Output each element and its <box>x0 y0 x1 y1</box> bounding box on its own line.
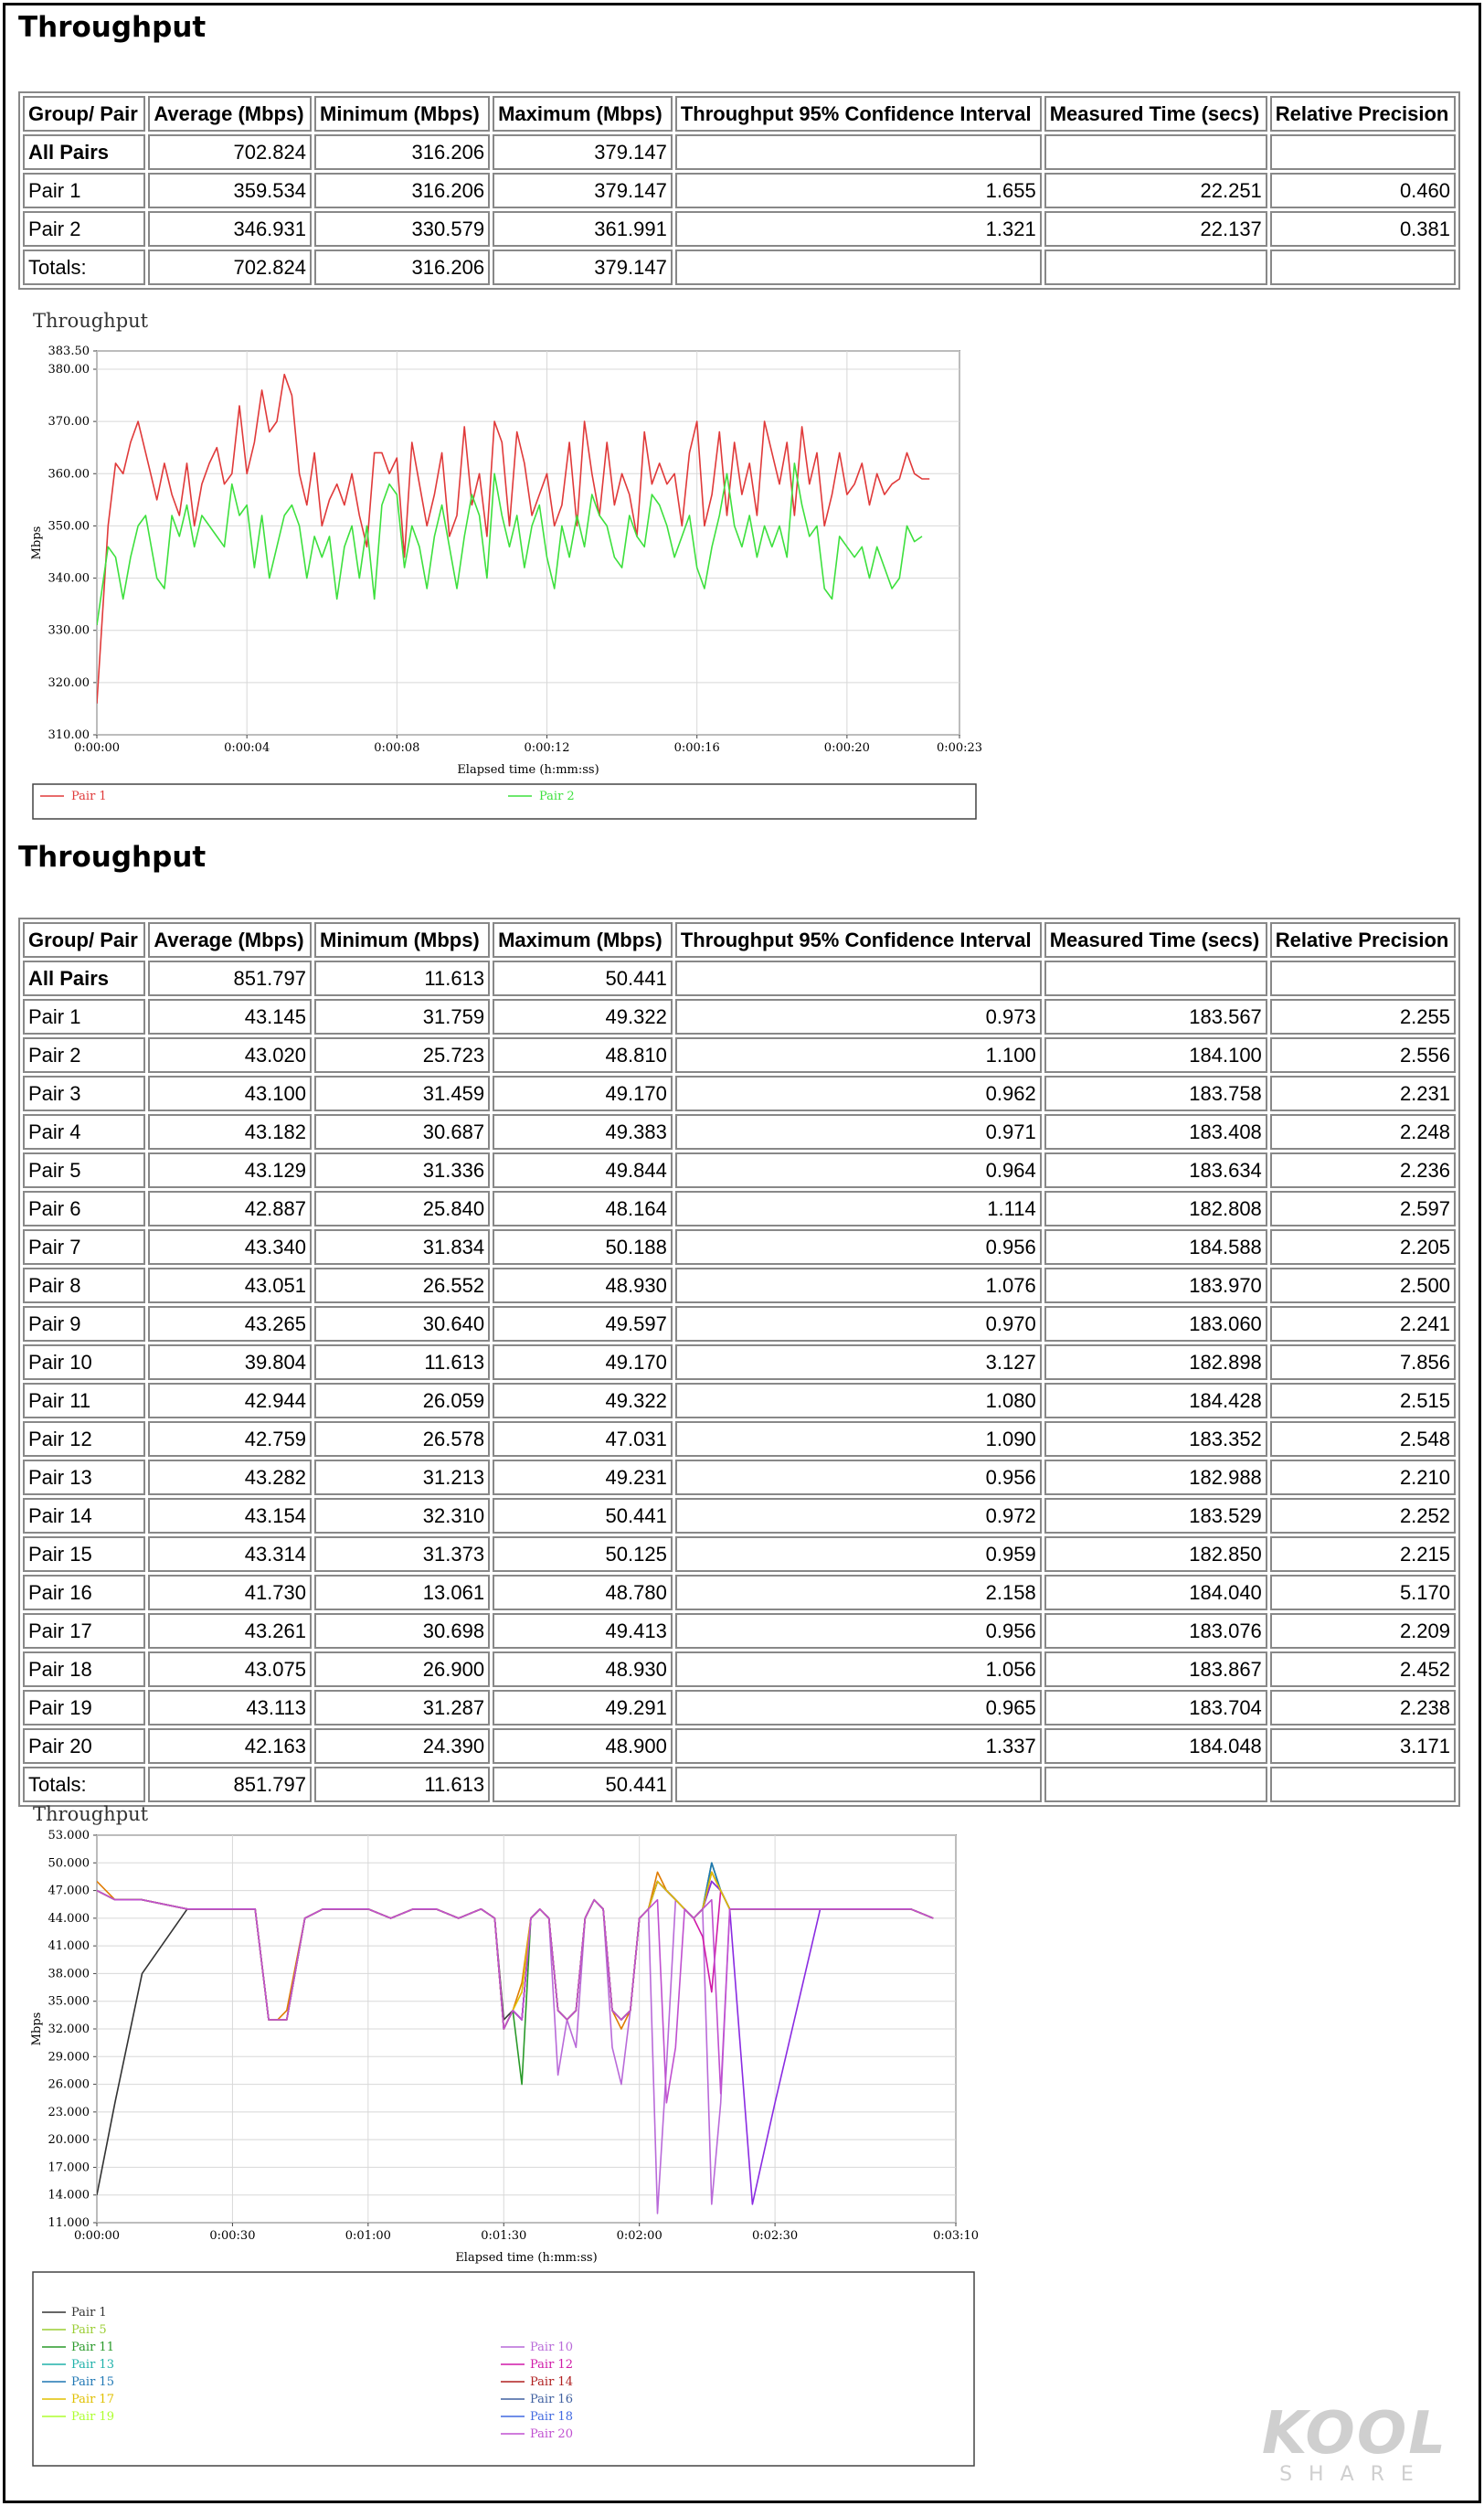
table-cell: 31.834 <box>314 1229 490 1265</box>
table-cell: 43.075 <box>148 1651 312 1687</box>
table-cell: 39.804 <box>148 1344 312 1380</box>
table-cell: 42.944 <box>148 1383 312 1418</box>
column-header: Group/ Pair <box>23 922 145 958</box>
table-cell: 2.238 <box>1270 1690 1456 1726</box>
y-axis-label: Mbps <box>30 2012 44 2046</box>
y-tick-label: 17.000 <box>48 2161 90 2175</box>
x-tick-label: 0:00:30 <box>209 2229 256 2243</box>
legend-label: Pair 5 <box>71 2323 107 2337</box>
row-label: Pair 18 <box>23 1651 145 1687</box>
table-row <box>23 1690 1456 1726</box>
table-cell: 47.031 <box>493 1421 673 1457</box>
table-cell: 0.970 <box>675 1306 1042 1342</box>
table-cell: 1.337 <box>675 1728 1042 1764</box>
table-cell: 25.840 <box>314 1191 490 1226</box>
chart-svg <box>18 1802 978 2479</box>
table-cell: 184.048 <box>1044 1728 1267 1764</box>
y-tick-label: 50.000 <box>48 1856 90 1871</box>
legend-box <box>33 784 976 819</box>
legend-label: Pair 10 <box>530 2341 573 2354</box>
table-cell: 31.287 <box>314 1690 490 1726</box>
table-cell: 50.441 <box>493 961 673 996</box>
row-label: Pair 14 <box>23 1498 145 1534</box>
column-header: Minimum (Mbps) <box>314 96 490 132</box>
y-tick-label: 20.000 <box>48 2133 90 2148</box>
table-cell: 1.114 <box>675 1191 1042 1226</box>
x-tick-label: 0:01:00 <box>344 2229 391 2243</box>
table-cell: 1.655 <box>675 173 1042 208</box>
throughput-table-1 <box>18 91 1460 290</box>
x-tick-label: 0:01:30 <box>481 2229 527 2243</box>
row-label: Pair 3 <box>23 1076 145 1111</box>
table-cell: 0.972 <box>675 1498 1042 1534</box>
table-cell: 183.408 <box>1044 1114 1267 1150</box>
column-header: Minimum (Mbps) <box>314 922 490 958</box>
table-cell: 50.125 <box>493 1536 673 1572</box>
row-label: Totals: <box>23 250 145 285</box>
table-cell: 0.381 <box>1270 211 1456 247</box>
table-cell: 49.322 <box>493 999 673 1035</box>
table-cell: 26.578 <box>314 1421 490 1457</box>
table-header-row <box>23 922 1456 958</box>
table-cell: 48.930 <box>493 1651 673 1687</box>
table-cell: 48.930 <box>493 1268 673 1303</box>
table-cell: 11.613 <box>314 961 490 996</box>
legend-label: Pair 11 <box>71 2341 114 2354</box>
table-cell: 2.548 <box>1270 1421 1456 1457</box>
table-cell: 43.051 <box>148 1268 312 1303</box>
y-tick-label: 340.00 <box>48 571 90 586</box>
chart-title: Throughput <box>33 310 149 332</box>
table-cell: 183.060 <box>1044 1306 1267 1342</box>
table-cell: 31.759 <box>314 999 490 1035</box>
column-header: Maximum (Mbps) <box>493 96 673 132</box>
table-cell: 182.808 <box>1044 1191 1267 1226</box>
table-cell: 0.962 <box>675 1076 1042 1111</box>
table-cell <box>675 1767 1042 1802</box>
table-row <box>23 250 1456 285</box>
y-tick-label: 35.000 <box>48 1994 90 2009</box>
table-cell: 3.127 <box>675 1344 1042 1380</box>
table-cell: 49.170 <box>493 1344 673 1380</box>
table-cell: 1.321 <box>675 211 1042 247</box>
table-cell: 184.040 <box>1044 1575 1267 1610</box>
table-cell: 183.529 <box>1044 1498 1267 1534</box>
table-cell <box>1044 134 1267 170</box>
table-row <box>23 1229 1456 1265</box>
column-header: Measured Time (secs) <box>1044 96 1267 132</box>
column-header: Group/ Pair <box>23 96 145 132</box>
legend-label: Pair 13 <box>71 2358 114 2372</box>
table-cell <box>1270 1767 1456 1802</box>
throughput-chart-1 <box>18 309 983 821</box>
table-row <box>23 1268 1456 1303</box>
table-cell: 2.452 <box>1270 1651 1456 1687</box>
table-cell: 2.205 <box>1270 1229 1456 1265</box>
column-header: Maximum (Mbps) <box>493 922 673 958</box>
table-cell: 2.597 <box>1270 1191 1456 1226</box>
row-label: Pair 19 <box>23 1690 145 1726</box>
table-cell: 13.061 <box>314 1575 490 1610</box>
row-label: Pair 6 <box>23 1191 145 1226</box>
table-cell: 702.824 <box>148 134 312 170</box>
table-cell: 30.640 <box>314 1306 490 1342</box>
legend-label: Pair 1 <box>71 2306 107 2320</box>
table-row <box>23 1536 1456 1572</box>
table-cell: 32.310 <box>314 1498 490 1534</box>
table-cell: 0.971 <box>675 1114 1042 1150</box>
table-cell: 0.460 <box>1270 173 1456 208</box>
x-tick-label: 0:00:08 <box>374 741 420 755</box>
x-tick-label: 0:00:12 <box>524 741 570 755</box>
table-cell: 26.059 <box>314 1383 490 1418</box>
table-cell: 49.413 <box>493 1613 673 1649</box>
column-header: Throughput 95% Confidence Interval <box>675 922 1042 958</box>
watermark-logo <box>1261 2400 1447 2486</box>
table-cell: 2.236 <box>1270 1152 1456 1188</box>
row-label: Pair 2 <box>23 211 145 247</box>
row-label: Pair 8 <box>23 1268 145 1303</box>
table-row <box>23 211 1456 247</box>
row-label: All Pairs <box>23 961 145 996</box>
table-cell: 48.164 <box>493 1191 673 1226</box>
y-tick-label: 26.000 <box>48 2077 90 2092</box>
y-tick-label: 320.00 <box>48 675 90 690</box>
y-tick-label: 41.000 <box>48 1939 90 1954</box>
row-label: Pair 1 <box>23 173 145 208</box>
table-cell: 0.959 <box>675 1536 1042 1572</box>
y-tick-label: 350.00 <box>48 519 90 534</box>
table-cell: 1.056 <box>675 1651 1042 1687</box>
throughput-chart-2 <box>18 1802 978 2479</box>
row-label: Pair 17 <box>23 1613 145 1649</box>
table-cell: 49.170 <box>493 1076 673 1111</box>
table-cell <box>675 134 1042 170</box>
row-label: Pair 13 <box>23 1460 145 1495</box>
chart-title: Throughput <box>33 1803 149 1825</box>
x-tick-label: 0:00:23 <box>936 741 983 755</box>
table-cell: 43.314 <box>148 1536 312 1572</box>
table-cell: 1.080 <box>675 1383 1042 1418</box>
table-cell: 0.973 <box>675 999 1042 1035</box>
table-row <box>23 1191 1456 1226</box>
table-cell: 43.145 <box>148 999 312 1035</box>
table-cell: 183.970 <box>1044 1268 1267 1303</box>
legend-label: Pair 17 <box>71 2393 114 2406</box>
table-cell: 0.965 <box>675 1690 1042 1726</box>
table-cell: 184.588 <box>1044 1229 1267 1265</box>
row-label: Pair 2 <box>23 1037 145 1073</box>
table-cell <box>675 961 1042 996</box>
table-row <box>23 1076 1456 1111</box>
table-cell: 182.850 <box>1044 1536 1267 1572</box>
table-cell: 43.282 <box>148 1460 312 1495</box>
row-label: Pair 5 <box>23 1152 145 1188</box>
table-cell: 183.704 <box>1044 1690 1267 1726</box>
legend-box <box>33 2272 974 2466</box>
y-tick-label: 360.00 <box>48 467 90 482</box>
row-label: Pair 7 <box>23 1229 145 1265</box>
table-cell: 30.687 <box>314 1114 490 1150</box>
table-row <box>23 1498 1456 1534</box>
legend-label: Pair 1 <box>71 790 107 803</box>
table-row <box>23 1344 1456 1380</box>
legend-label: Pair 19 <box>71 2410 114 2424</box>
table-cell: 48.810 <box>493 1037 673 1073</box>
table-row <box>23 961 1456 996</box>
table-cell: 851.797 <box>148 1767 312 1802</box>
table-cell: 182.988 <box>1044 1460 1267 1495</box>
table-cell: 379.147 <box>493 173 673 208</box>
table-cell <box>1270 961 1456 996</box>
legend-label: Pair 2 <box>539 790 575 803</box>
table-cell: 182.898 <box>1044 1344 1267 1380</box>
table-cell: 316.206 <box>314 134 490 170</box>
x-tick-label: 0:03:10 <box>932 2229 980 2243</box>
table-cell: 2.515 <box>1270 1383 1456 1418</box>
table-cell: 0.956 <box>675 1613 1042 1649</box>
row-label: Pair 15 <box>23 1536 145 1572</box>
table-cell <box>1044 1767 1267 1802</box>
table-cell: 50.188 <box>493 1229 673 1265</box>
y-tick-label: 38.000 <box>48 1967 90 1981</box>
table-cell: 42.887 <box>148 1191 312 1226</box>
table-row <box>23 1037 1456 1073</box>
table-cell: 48.780 <box>493 1575 673 1610</box>
table-cell <box>1044 961 1267 996</box>
legend-label: Pair 12 <box>530 2358 573 2372</box>
y-axis-label: Mbps <box>30 526 44 560</box>
table-cell: 183.634 <box>1044 1152 1267 1188</box>
table-row <box>23 1306 1456 1342</box>
table-cell: 2.231 <box>1270 1076 1456 1111</box>
table-cell: 49.322 <box>493 1383 673 1418</box>
table-cell: 42.163 <box>148 1728 312 1764</box>
legend-label: Pair 20 <box>530 2427 573 2441</box>
table-cell: 851.797 <box>148 961 312 996</box>
row-label: Pair 9 <box>23 1306 145 1342</box>
table-cell: 316.206 <box>314 250 490 285</box>
table-cell: 2.209 <box>1270 1613 1456 1649</box>
table-cell: 379.147 <box>493 134 673 170</box>
table-cell: 183.352 <box>1044 1421 1267 1457</box>
table-cell: 43.020 <box>148 1037 312 1073</box>
table-row <box>23 1728 1456 1764</box>
row-label: Pair 10 <box>23 1344 145 1380</box>
row-label: Pair 16 <box>23 1575 145 1610</box>
table-cell: 183.867 <box>1044 1651 1267 1687</box>
table-cell <box>675 250 1042 285</box>
table-cell: 1.076 <box>675 1268 1042 1303</box>
table-cell <box>1270 134 1456 170</box>
table-cell: 1.090 <box>675 1421 1042 1457</box>
y-tick-label: 310.00 <box>48 728 90 742</box>
table-cell: 43.154 <box>148 1498 312 1534</box>
table-cell: 3.171 <box>1270 1728 1456 1764</box>
table-cell: 49.231 <box>493 1460 673 1495</box>
table-cell: 702.824 <box>148 250 312 285</box>
table-cell: 22.137 <box>1044 211 1267 247</box>
y-tick-label: 14.000 <box>48 2188 90 2203</box>
row-label: Pair 1 <box>23 999 145 1035</box>
table-row <box>23 999 1456 1035</box>
table-cell: 24.390 <box>314 1728 490 1764</box>
table-row <box>23 1613 1456 1649</box>
x-tick-label: 0:02:00 <box>616 2229 662 2243</box>
legend-label: Pair 16 <box>530 2393 573 2406</box>
table-cell: 49.291 <box>493 1690 673 1726</box>
table-cell: 11.613 <box>314 1344 490 1380</box>
table-cell: 184.100 <box>1044 1037 1267 1073</box>
watermark-sub: SHARE <box>1279 2463 1430 2486</box>
table-header-row <box>23 96 1456 132</box>
table-cell: 30.698 <box>314 1613 490 1649</box>
y-tick-label: 47.000 <box>48 1884 90 1898</box>
table-row <box>23 1575 1456 1610</box>
table-cell: 26.900 <box>314 1651 490 1687</box>
column-header: Measured Time (secs) <box>1044 922 1267 958</box>
table-cell: 49.844 <box>493 1152 673 1188</box>
table-cell: 2.215 <box>1270 1536 1456 1572</box>
table-cell <box>1044 250 1267 285</box>
table-cell <box>1270 250 1456 285</box>
column-header: Relative Precision <box>1270 96 1456 132</box>
x-tick-label: 0:00:20 <box>823 741 870 755</box>
row-label: Pair 12 <box>23 1421 145 1457</box>
table-row <box>23 1152 1456 1188</box>
table-row <box>23 1421 1456 1457</box>
legend-label: Pair 18 <box>530 2410 573 2424</box>
y-tick-label: 29.000 <box>48 2050 90 2065</box>
table-cell: 31.336 <box>314 1152 490 1188</box>
y-tick-label: 53.000 <box>48 1829 90 1842</box>
table-cell: 43.100 <box>148 1076 312 1111</box>
table-row <box>23 1114 1456 1150</box>
table-row <box>23 1651 1456 1687</box>
table-cell: 43.129 <box>148 1152 312 1188</box>
table-cell: 26.552 <box>314 1268 490 1303</box>
table-cell: 346.931 <box>148 211 312 247</box>
table-cell: 31.459 <box>314 1076 490 1111</box>
table-row <box>23 173 1456 208</box>
table-cell: 48.900 <box>493 1728 673 1764</box>
row-label: Pair 11 <box>23 1383 145 1418</box>
y-tick-label: 32.000 <box>48 2023 90 2036</box>
row-label: Totals: <box>23 1767 145 1802</box>
table-cell: 184.428 <box>1044 1383 1267 1418</box>
table-cell: 316.206 <box>314 173 490 208</box>
table-cell: 2.556 <box>1270 1037 1456 1073</box>
table-cell: 0.956 <box>675 1229 1042 1265</box>
watermark-main: KOOL <box>1261 2400 1447 2468</box>
legend-label: Pair 14 <box>530 2375 573 2389</box>
table-cell: 2.255 <box>1270 999 1456 1035</box>
table-cell: 42.759 <box>148 1421 312 1457</box>
table-cell: 49.383 <box>493 1114 673 1150</box>
y-tick-label: 370.00 <box>48 415 90 430</box>
x-tick-label: 0:00:04 <box>224 741 270 755</box>
table-cell: 2.248 <box>1270 1114 1456 1150</box>
throughput-table-2 <box>18 918 1460 1807</box>
table-cell: 43.113 <box>148 1690 312 1726</box>
table-cell: 330.579 <box>314 211 490 247</box>
table-cell: 2.210 <box>1270 1460 1456 1495</box>
table-cell: 25.723 <box>314 1037 490 1073</box>
table-cell: 50.441 <box>493 1498 673 1534</box>
row-label: Pair 20 <box>23 1728 145 1764</box>
table-row <box>23 1460 1456 1495</box>
section-title-1: Throughput <box>18 11 207 44</box>
table-cell: 7.856 <box>1270 1344 1456 1380</box>
table-cell: 0.964 <box>675 1152 1042 1188</box>
table-row <box>23 1383 1456 1418</box>
y-tick-label: 44.000 <box>48 1911 90 1926</box>
table-cell: 43.265 <box>148 1306 312 1342</box>
x-axis-label: Elapsed time (h:mm:ss) <box>455 2251 598 2265</box>
y-tick-label: 383.50 <box>48 345 90 358</box>
table-cell: 11.613 <box>314 1767 490 1802</box>
table-cell: 379.147 <box>493 250 673 285</box>
table-row <box>23 134 1456 170</box>
table-cell: 361.991 <box>493 211 673 247</box>
table-cell: 359.534 <box>148 173 312 208</box>
table-cell: 50.441 <box>493 1767 673 1802</box>
x-tick-label: 0:00:00 <box>73 741 121 755</box>
x-tick-label: 0:00:00 <box>73 2229 121 2243</box>
x-tick-label: 0:02:30 <box>752 2229 799 2243</box>
table-cell: 31.373 <box>314 1536 490 1572</box>
x-axis-label: Elapsed time (h:mm:ss) <box>457 763 599 777</box>
x-tick-label: 0:00:16 <box>673 741 720 755</box>
table-cell: 1.100 <box>675 1037 1042 1073</box>
y-tick-label: 380.00 <box>48 363 90 377</box>
table-cell: 43.182 <box>148 1114 312 1150</box>
table-cell: 31.213 <box>314 1460 490 1495</box>
column-header: Average (Mbps) <box>148 922 312 958</box>
section-title-2: Throughput <box>18 841 207 874</box>
chart-svg <box>18 309 983 821</box>
table-cell: 43.261 <box>148 1613 312 1649</box>
table-row <box>23 1767 1456 1802</box>
legend-label: Pair 15 <box>71 2375 114 2389</box>
row-label: Pair 4 <box>23 1114 145 1150</box>
table-cell: 2.500 <box>1270 1268 1456 1303</box>
column-header: Relative Precision <box>1270 922 1456 958</box>
table-cell: 183.076 <box>1044 1613 1267 1649</box>
column-header: Throughput 95% Confidence Interval <box>675 96 1042 132</box>
table-cell: 49.597 <box>493 1306 673 1342</box>
column-header: Average (Mbps) <box>148 96 312 132</box>
table-cell: 43.340 <box>148 1229 312 1265</box>
table-cell: 2.158 <box>675 1575 1042 1610</box>
table-cell: 2.252 <box>1270 1498 1456 1534</box>
table-cell: 0.956 <box>675 1460 1042 1495</box>
table-cell: 2.241 <box>1270 1306 1456 1342</box>
y-tick-label: 23.000 <box>48 2105 90 2119</box>
y-tick-label: 11.000 <box>48 2216 90 2230</box>
table-cell: 183.758 <box>1044 1076 1267 1111</box>
table-cell: 41.730 <box>148 1575 312 1610</box>
table-cell: 22.251 <box>1044 173 1267 208</box>
y-tick-label: 330.00 <box>48 623 90 638</box>
table-cell: 5.170 <box>1270 1575 1456 1610</box>
table-cell: 183.567 <box>1044 999 1267 1035</box>
row-label: All Pairs <box>23 134 145 170</box>
